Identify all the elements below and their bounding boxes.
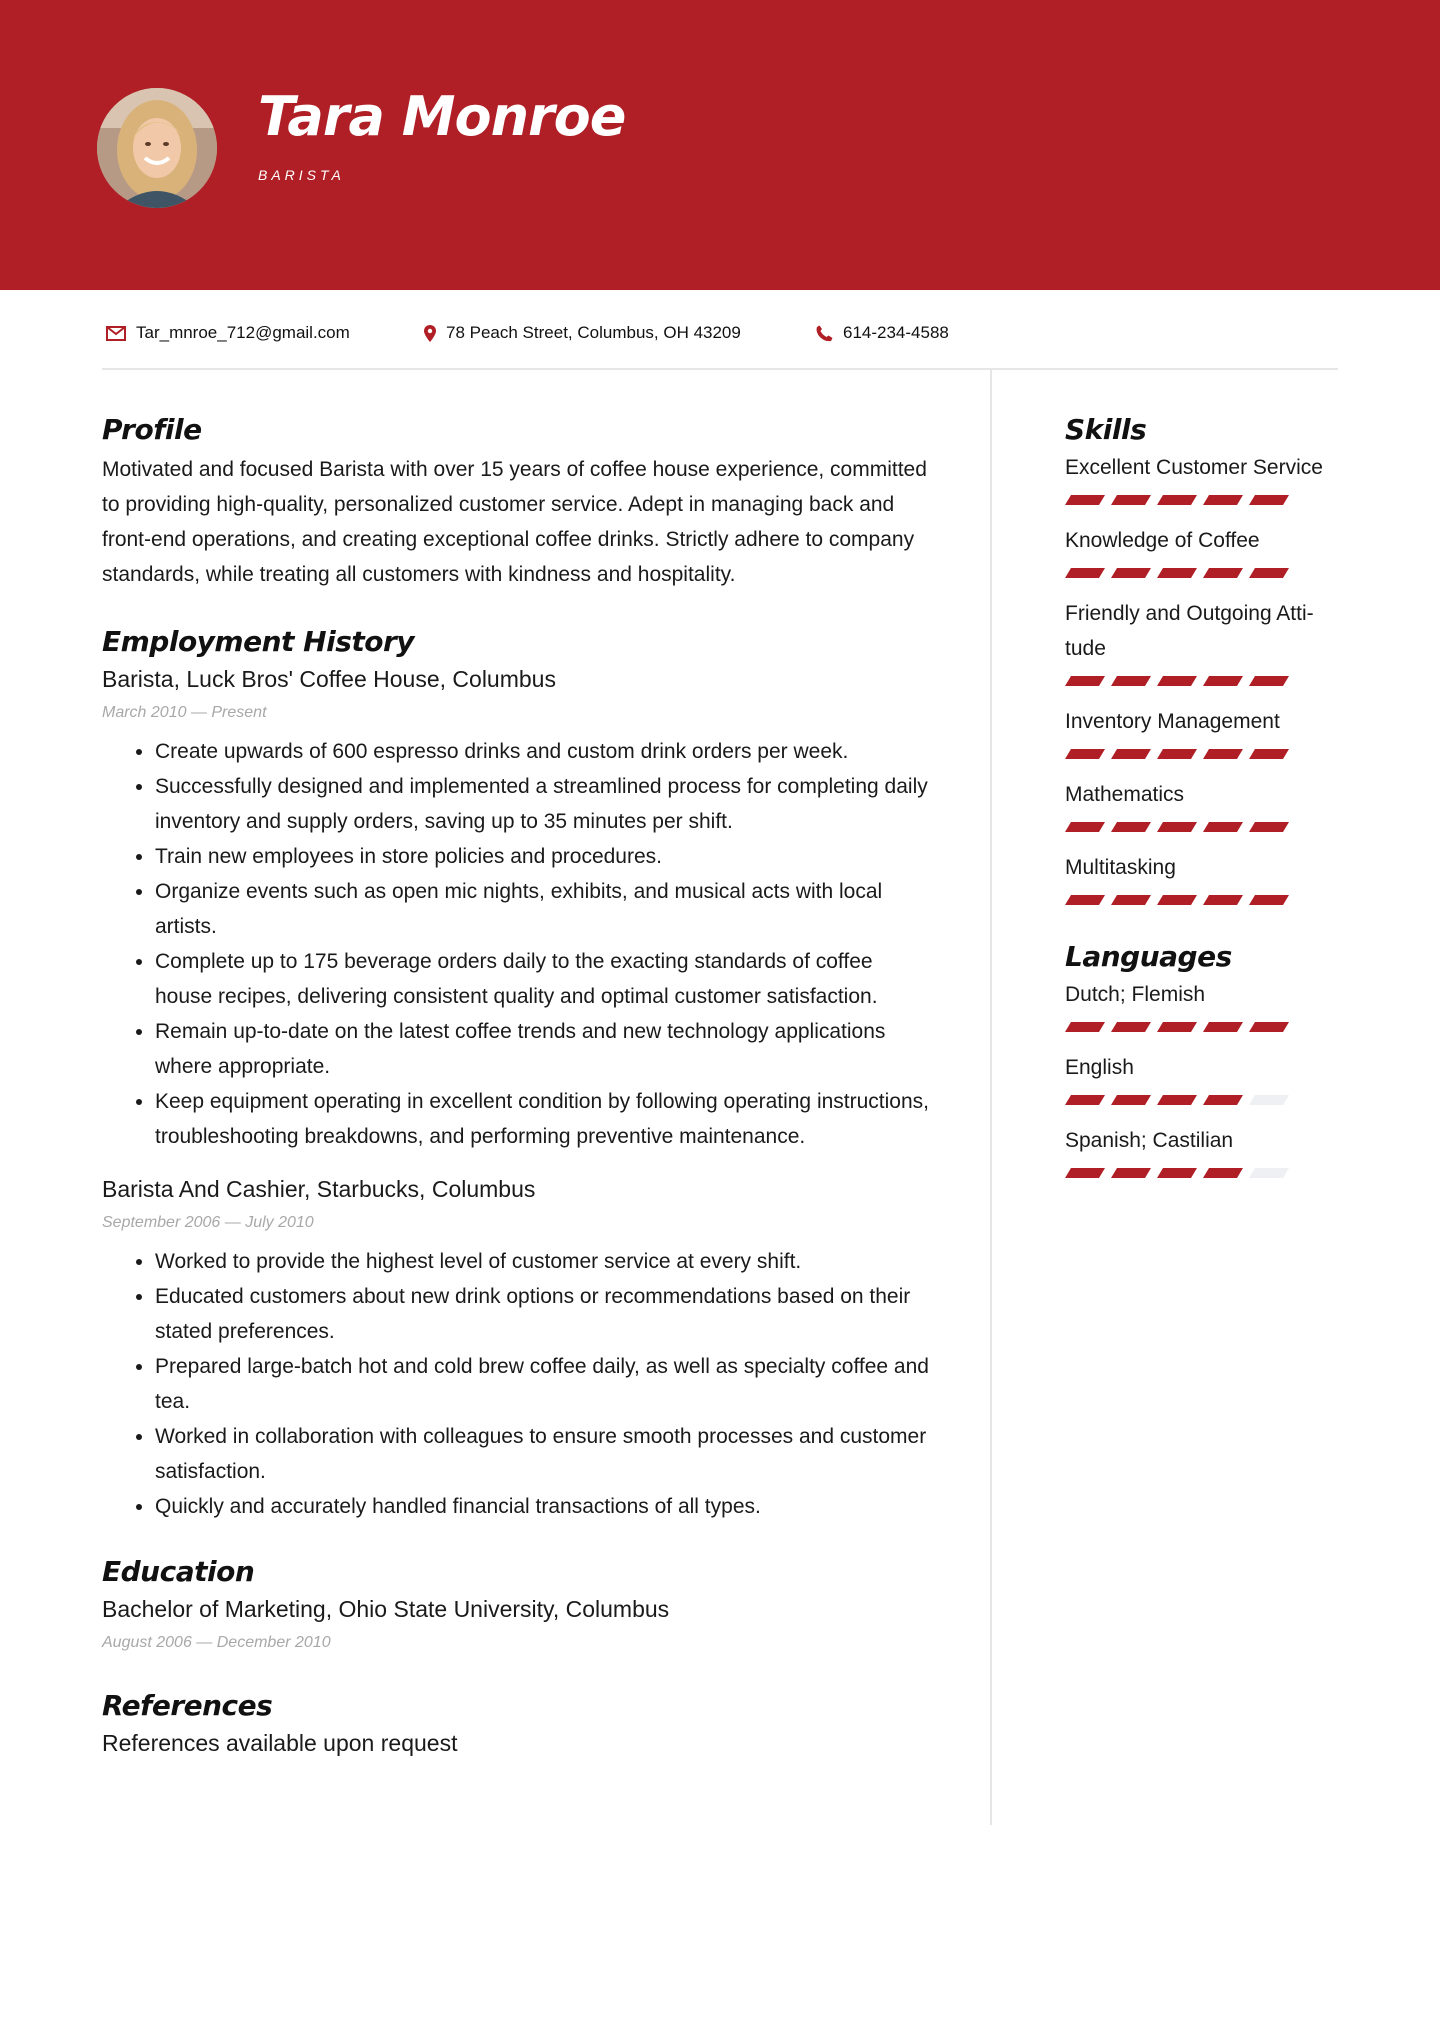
bullet-item: • Organize events such as open mic nights, exhibits, and musical acts with local artists. — [155, 874, 932, 944]
contact-phone[interactable] — [816, 318, 949, 348]
skills-heading: Skills — [1065, 413, 1147, 446]
skills-section — [1065, 410, 1340, 905]
rating-item — [1065, 704, 1340, 759]
rating-segment-filled — [1111, 1168, 1151, 1178]
bullet-item: • Educated customers about new drink options or recommendations based on their stated preferences. — [155, 1279, 932, 1349]
bullet-item: • Create upwards of 600 espresso drinks and custom drink orders per week. — [155, 734, 932, 769]
rating-item — [1065, 523, 1340, 578]
job-title: Barista, Luck Bros' Coffee House, Columbus — [102, 666, 556, 692]
bullet-item: • Train new employees in store policies and procedures. — [155, 839, 932, 874]
rating-segment-filled — [1157, 676, 1197, 686]
location-pin-icon — [424, 325, 436, 342]
employment-heading: Employment History — [102, 625, 415, 658]
rating-segment-filled — [1111, 676, 1151, 686]
contact-address — [424, 318, 741, 348]
rating-segment-filled — [1111, 822, 1151, 832]
rating-segment-empty — [1249, 1095, 1289, 1105]
rating-label: Friendly and Outgoing Atti- tude — [1065, 602, 1314, 660]
rating-bar — [1065, 895, 1340, 905]
rating-segment-filled — [1249, 895, 1289, 905]
rating-segment-filled — [1203, 895, 1243, 905]
education-section — [102, 1552, 932, 1656]
rating-label: Inventory Management — [1065, 710, 1280, 733]
rating-segment-filled — [1065, 1095, 1105, 1105]
rating-item — [1065, 850, 1340, 905]
rating-segment-filled — [1203, 1022, 1243, 1032]
rating-label: Excellent Customer Service — [1065, 456, 1323, 479]
education-title: Bachelor of Marketing, Ohio State University, Columbus — [102, 1596, 670, 1622]
skills-list — [1065, 450, 1340, 905]
rating-segment-filled — [1203, 822, 1243, 832]
rating-segment-filled — [1157, 822, 1197, 832]
rating-item — [1065, 450, 1340, 505]
contact-row — [102, 318, 1338, 348]
rating-segment-empty — [1249, 1168, 1289, 1178]
rating-segment-filled — [1065, 895, 1105, 905]
rating-segment-filled — [1111, 895, 1151, 905]
rating-item — [1065, 1050, 1340, 1105]
rating-bar — [1065, 822, 1340, 832]
job-bullets — [102, 1244, 932, 1524]
rating-bar — [1065, 495, 1340, 505]
rating-segment-filled — [1249, 749, 1289, 759]
references-heading: References — [102, 1689, 273, 1722]
rating-segment-filled — [1203, 1168, 1243, 1178]
rating-segment-filled — [1111, 1095, 1151, 1105]
contact-divider — [102, 368, 1338, 370]
job-bullets — [102, 734, 932, 1154]
rating-segment-filled — [1157, 1095, 1197, 1105]
rating-label: Multitasking — [1065, 856, 1176, 879]
side-column — [1065, 410, 1340, 1196]
profile-section — [102, 410, 932, 592]
rating-segment-filled — [1249, 822, 1289, 832]
bullet-item: • Prepared large-batch hot and cold brew coffee daily, as well as specialty coffee and tea. — [155, 1349, 932, 1419]
rating-segment-filled — [1065, 1168, 1105, 1178]
rating-segment-filled — [1065, 749, 1105, 759]
rating-segment-filled — [1157, 1022, 1197, 1032]
rating-segment-filled — [1111, 495, 1151, 505]
rating-segment-filled — [1157, 1168, 1197, 1178]
references-text: References available upon request — [102, 1730, 458, 1756]
employment-section — [102, 622, 932, 1524]
rating-segment-filled — [1249, 568, 1289, 578]
job-entry — [102, 1172, 932, 1524]
rating-segment-filled — [1203, 495, 1243, 505]
rating-bar — [1065, 749, 1340, 759]
rating-bar — [1065, 1095, 1340, 1105]
rating-item — [1065, 596, 1340, 686]
languages-section — [1065, 937, 1340, 1178]
rating-segment-filled — [1203, 568, 1243, 578]
rating-item — [1065, 977, 1340, 1032]
bullet-item: • Quickly and accurately handled financial transactions of all types. — [155, 1489, 932, 1524]
contact-email[interactable] — [106, 318, 350, 348]
rating-label: Spanish; Castilian — [1065, 1129, 1234, 1152]
rating-label: Dutch; Flemish — [1065, 983, 1206, 1006]
rating-label: Mathematics — [1065, 783, 1185, 806]
rating-segment-filled — [1065, 1022, 1105, 1032]
main-column — [102, 410, 932, 1760]
rating-label: English — [1065, 1056, 1134, 1079]
profile-heading: Profile — [102, 413, 202, 446]
job-title: Barista And Cashier, Starbucks, Columbus — [102, 1176, 536, 1202]
rating-segment-filled — [1203, 676, 1243, 686]
rating-segment-filled — [1157, 749, 1197, 759]
job-dates: March 2010 — Present — [102, 704, 267, 721]
rating-segment-filled — [1157, 495, 1197, 505]
education-heading: Education — [102, 1555, 255, 1588]
email-text: Tar_mnroe_712@gmail.com — [136, 323, 350, 342]
bullet-item: • Complete up to 175 beverage orders daily to the exacting standards of coffee house recipes, delivering consistent quality and optimal customer satisfaction. — [155, 944, 932, 1014]
bullet-item: • Keep equipment operating in excellent condition by following operating instructions, troubleshooting breakdowns, and performing preventive maintenance. — [155, 1084, 932, 1154]
candidate-name: Tara Monroe — [258, 85, 626, 148]
profile-text: Motivated and focused Barista with over 15 years of coffee house experience, committed to providing high-quality, personalized customer service. Adept in managing back and front-end operations, and creating exceptional coffee drinks. Strictly adhere to company standards, while treating all customers with kindness and hospitality. — [102, 458, 927, 586]
job-entry — [102, 662, 932, 1154]
rating-segment-filled — [1065, 495, 1105, 505]
languages-list — [1065, 977, 1340, 1178]
bullet-item: • Worked to provide the highest level of customer service at every shift. — [155, 1244, 932, 1279]
rating-segment-filled — [1249, 676, 1289, 686]
rating-segment-filled — [1065, 568, 1105, 578]
rating-segment-filled — [1111, 749, 1151, 759]
education-dates: August 2006 — December 2010 — [102, 1634, 331, 1651]
rating-label: Knowledge of Coffee — [1065, 529, 1260, 552]
phone-text: 614-234-4588 — [843, 323, 949, 342]
profile-photo — [97, 88, 217, 208]
rating-bar — [1065, 676, 1340, 686]
rating-segment-filled — [1157, 895, 1197, 905]
rating-bar — [1065, 1168, 1340, 1178]
column-divider — [990, 370, 992, 1825]
rating-segment-filled — [1157, 568, 1197, 578]
rating-item — [1065, 1123, 1340, 1178]
references-section — [102, 1686, 932, 1760]
rating-segment-filled — [1249, 1022, 1289, 1032]
address-text: 78 Peach Street, Columbus, OH 43209 — [446, 323, 741, 342]
rating-bar — [1065, 1022, 1340, 1032]
rating-segment-filled — [1065, 822, 1105, 832]
candidate-job-title: BARISTA — [258, 167, 345, 183]
rating-segment-filled — [1065, 676, 1105, 686]
bullet-item: • Remain up-to-date on the latest coffee trends and new technology applications where appropriate. — [155, 1014, 932, 1084]
rating-segment-filled — [1203, 749, 1243, 759]
rating-segment-filled — [1111, 1022, 1151, 1032]
job-dates: September 2006 — July 2010 — [102, 1214, 314, 1231]
rating-bar — [1065, 568, 1340, 578]
rating-segment-filled — [1203, 1095, 1243, 1105]
rating-segment-filled — [1249, 495, 1289, 505]
bullet-item: • Successfully designed and implemented a streamlined process for completing daily inventory and supply orders, saving up to 35 minutes per shift. — [155, 769, 932, 839]
bullet-item: • Worked in collaboration with colleagues to ensure smooth processes and customer satisfaction. — [155, 1419, 932, 1489]
rating-segment-filled — [1111, 568, 1151, 578]
resume-header — [0, 0, 1440, 290]
envelope-icon — [106, 326, 126, 341]
phone-icon — [816, 325, 833, 342]
rating-item — [1065, 777, 1340, 832]
languages-heading: Languages — [1065, 940, 1232, 973]
